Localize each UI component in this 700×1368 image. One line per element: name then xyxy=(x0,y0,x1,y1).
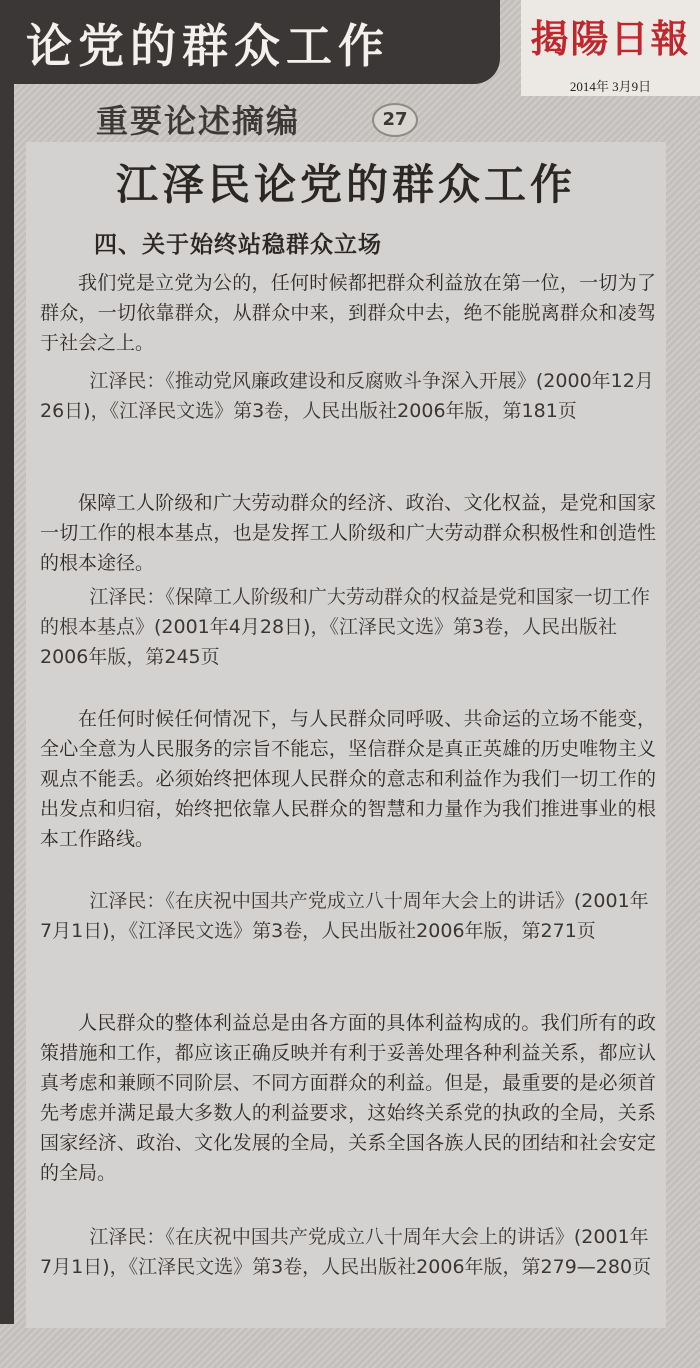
series-banner xyxy=(0,0,500,84)
quote-paragraph-4: 人民群众的整体利益总是由各方面的具体利益构成的。我们所有的政策措施和工作，都应该正确反映并有利于妥善处理各种利益关系，都应认真考虑和兼顾不同阶层、不同方面群众的利益。但是，最重要的是必须首先考虑并满足最大多数人的利益要求，这始终关系党的执政的全局，关系国家经济、政治、文化发展的全局，关系全国各族人民的团结和社会安定的全局。 xyxy=(40,1012,656,1184)
article-panel xyxy=(26,142,666,1328)
banner-side-strip xyxy=(0,84,14,1324)
quote-paragraph-3: 在任何时候任何情况下，与人民群众同呼吸、共命运的立场不能变，全心全意为人民服务的宗旨不能忘，坚信群众是真正英雄的历史唯物主义观点不能丢。必须始终把体现人民群众的意志和利益作为我们一切工作的出发点和归宿，始终把依靠人民群众的智慧和力量作为我们推进事业的根本工作路线。 xyxy=(40,708,656,850)
newspaper-logo: 揭陽日報 xyxy=(530,16,691,61)
publication-date: 2014年 3月9日 xyxy=(569,79,652,94)
citation-3: 江泽民：《在庆祝中国共产党成立八十周年大会上的讲话》(2001年7月1日)，《江泽民文选》第3卷，人民出版社2006年版，第271页 xyxy=(40,890,649,942)
newspaper-masthead xyxy=(521,0,700,96)
quote-paragraph-1: 我们党是立党为公的，任何时候都把群众利益放在第一位，一切为了群众，一切依靠群众，从群众中来，到群众中去，绝不能脱离群众和凌驾于社会之上。 xyxy=(40,272,656,354)
article-title: 江泽民论党的群众工作 xyxy=(115,160,576,209)
citation-2: 江泽民：《保障工人阶级和广大劳动群众的权益是党和国家一切工作的根本基点》(2001年4月28日)，《江泽民文选》第3卷，人民出版社2006年版，第245页 xyxy=(40,586,650,668)
series-title: 论党的群众工作 xyxy=(26,19,390,73)
issue-number-badge: 27 xyxy=(372,103,418,137)
citation-4: 江泽民：《在庆祝中国共产党成立八十周年大会上的讲话》(2001年7月1日)，《江泽民文选》第3卷，人民出版社2006年版，第279—280页 xyxy=(40,1226,652,1278)
citation-1: 江泽民：《推动党风廉政建设和反腐败斗争深入开展》(2000年12月26日)，《江泽民文选》第3卷，人民出版社2006年版，第181页 xyxy=(40,370,654,422)
subseries-title: 重要论述摘编 xyxy=(96,102,301,140)
section-heading: 四、关于始终站稳群众立场 xyxy=(94,232,382,258)
quote-paragraph-2: 保障工人阶级和广大劳动群众的经济、政治、文化权益，是党和国家一切工作的根本基点，也是发挥工人阶级和广大劳动群众积极性和创造性的根本途径。 xyxy=(40,492,656,574)
